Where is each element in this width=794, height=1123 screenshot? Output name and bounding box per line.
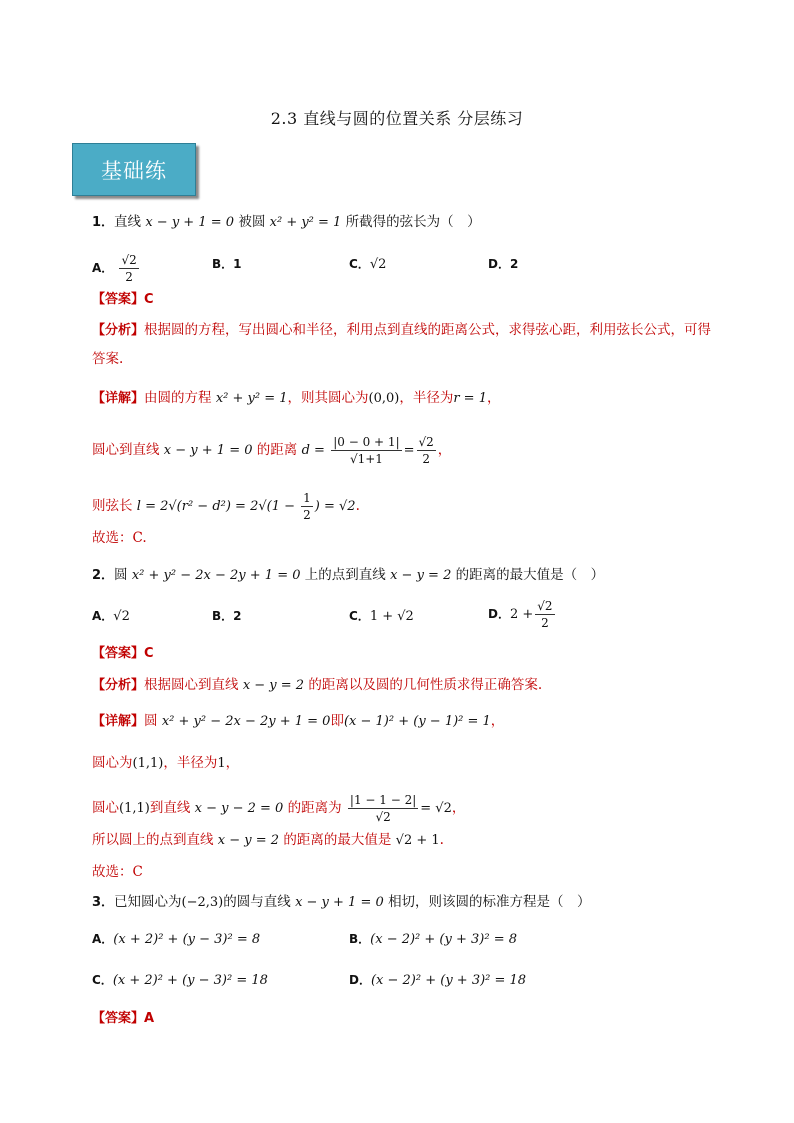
q2-distance: 圆心(1,1)到直线 x − y − 2 = 0 的距离为 $\frac{|1 - 1 - 2|}{√2}$ = √2， bbox=[92, 793, 466, 824]
q2-option-d: D．2 + $\frac{√2}{2}$ bbox=[488, 599, 553, 630]
q3-answer-value: A bbox=[144, 1011, 155, 1026]
q3-option-d: D．(x − 2)² + (y + 3)² = 18 bbox=[349, 973, 527, 988]
q2-option-a: A．√2 bbox=[92, 609, 130, 624]
q2-maximum: 所以圆上的点到直线 x − y = 2 的距离的最大值是 √2 + 1. bbox=[92, 832, 444, 848]
q1-analysis: 【分析】根据圆的方程，写出圆心和半径，利用点到直线的距离公式，求得弦心距，利用弦长公式，可得 bbox=[92, 322, 712, 338]
page-title: 2.3 直线与圆的位置关系 分层练习 bbox=[270, 109, 524, 128]
q3-answer: 【答案】A bbox=[92, 1011, 155, 1026]
q2-answer-value: C bbox=[144, 646, 154, 661]
q1-answer-value: C bbox=[144, 292, 154, 307]
q1-option-d: D．2 bbox=[488, 257, 519, 271]
q3-option-c: C．(x + 2)² + (y − 3)² = 18 bbox=[92, 973, 268, 988]
q1-option-a: A． $\frac{√2}{2}$ bbox=[92, 253, 137, 284]
section-label-box bbox=[72, 143, 196, 196]
section-label: 基础练 bbox=[101, 158, 167, 183]
q1-analysis-cont: 答案. bbox=[92, 351, 124, 367]
q3-stem: 3．已知圆心为(−2,3)的圆与直线 x − y + 1 = 0 相切，则该圆的标准方程是（ ） bbox=[92, 894, 591, 910]
q3-option-b: B．(x − 2)² + (y + 3)² = 8 bbox=[349, 932, 517, 947]
q2-detail: 【详解】圆 x² + y² − 2x − 2y + 1 = 0即(x − 1)² + (y − 1)² = 1， bbox=[92, 713, 505, 729]
q1-detail: 【详解】由圆的方程 x² + y² = 1，则其圆心为(0,0)，半径为r = 1， bbox=[92, 390, 501, 406]
q3-option-a: A．(x + 2)² + (y − 3)² = 8 bbox=[92, 932, 261, 947]
q2-stem: 2．圆 x² + y² − 2x − 2y + 1 = 0 上的点到直线 x − y = 2 的距离的最大值是（ ） bbox=[92, 567, 605, 583]
q2-option-b: B．2 bbox=[212, 609, 242, 623]
q1-choose: 故选：C. bbox=[92, 530, 147, 546]
q1-option-c: C．√2 bbox=[349, 257, 387, 272]
q1-distance: 圆心到直线 x − y + 1 = 0 的距离 d = $\frac{|0 - 0 + 1|}{√1+1}$ = $\frac{√2}{2}$ ， bbox=[92, 435, 452, 466]
q2-center: 圆心为(1,1)，半径为1， bbox=[92, 755, 240, 771]
q1-chord: 则弦长 l = 2√(r² − d²) = 2√(1 − $\frac{1}{2}$ ) = √2. bbox=[92, 491, 360, 522]
q2-option-c: C．1 + √2 bbox=[349, 609, 414, 624]
q1-stem: 1．直线 x − y + 1 = 0 被圆 x² + y² = 1 所截得的弦长为（ ） bbox=[92, 214, 481, 230]
q2-analysis: 【分析】根据圆心到直线 x − y = 2 的距离以及圆的几何性质求得正确答案. bbox=[92, 677, 543, 693]
q1-answer: 【答案】C bbox=[92, 292, 154, 307]
q1-number: 1． bbox=[92, 215, 115, 230]
q1-option-b: B．1 bbox=[212, 257, 242, 271]
q2-choose: 故选：C bbox=[92, 864, 143, 880]
q3-number: 3． bbox=[92, 895, 115, 910]
q2-answer: 【答案】C bbox=[92, 646, 154, 661]
q2-number: 2． bbox=[92, 568, 115, 583]
